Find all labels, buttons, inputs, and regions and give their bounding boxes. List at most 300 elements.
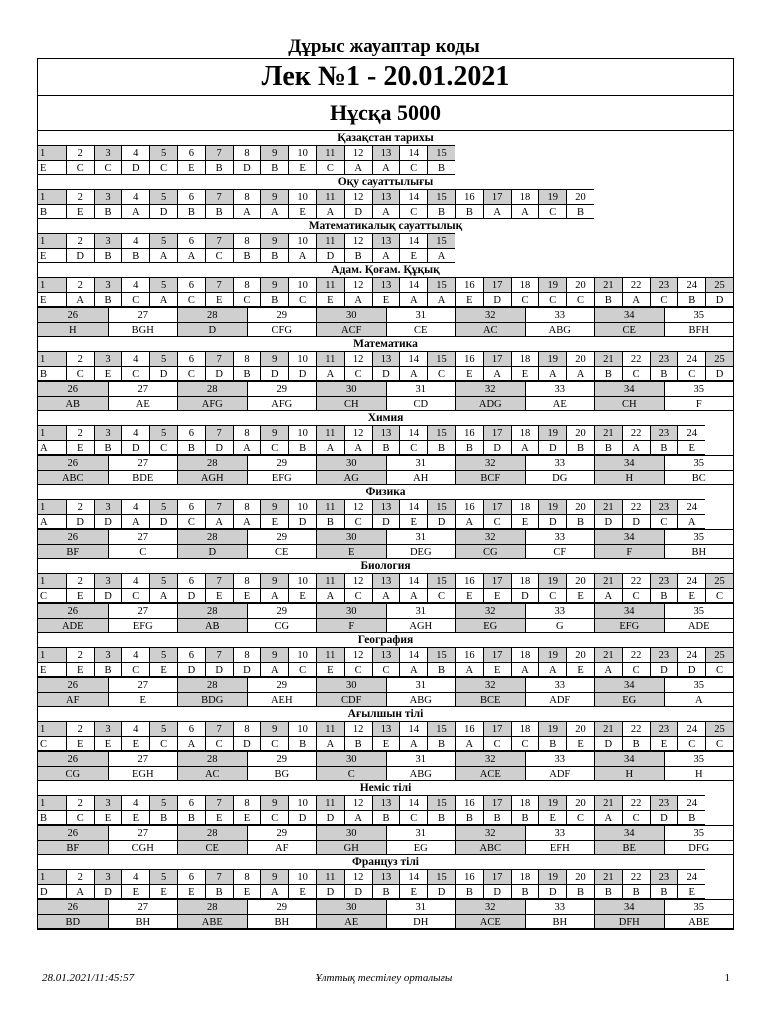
multi-question-number: 31 — [386, 307, 456, 322]
question-number: 22 — [622, 869, 650, 884]
subject-title: География — [357, 634, 414, 646]
answer-cell: E — [121, 884, 149, 899]
answer-cell: B — [427, 662, 455, 677]
answer-cell: C — [66, 810, 94, 825]
question-number: 5 — [149, 869, 177, 884]
multi-answer-cell: CE — [177, 840, 247, 855]
answer-cell: B — [260, 160, 288, 175]
multi-question-number: 28 — [177, 825, 247, 840]
question-number: 20 — [566, 647, 594, 662]
multi-question-number: 32 — [455, 381, 525, 396]
subject-title: Ағылшын тілі — [347, 708, 424, 720]
multi-question-number: 28 — [177, 307, 247, 322]
answer-cell: C — [121, 292, 149, 307]
multi-question-number: 31 — [386, 529, 456, 544]
answer-cell: B — [622, 884, 650, 899]
question-number: 17 — [483, 795, 511, 810]
question-number: 22 — [622, 647, 650, 662]
answer-cell: E — [38, 662, 66, 677]
multi-question-number: 28 — [177, 603, 247, 618]
answer-cell: C — [677, 366, 705, 381]
multi-question-number: 31 — [386, 677, 456, 692]
answer-cell: C — [372, 662, 400, 677]
answer-cell: B — [511, 810, 539, 825]
question-number: 8 — [233, 795, 261, 810]
question-number: 10 — [288, 277, 316, 292]
answer-cell: E — [66, 662, 94, 677]
multi-answer-cell: ABG — [525, 322, 595, 337]
answer-cell: B — [594, 292, 622, 307]
answer-cell: B — [427, 440, 455, 455]
question-number: 1 — [38, 425, 66, 440]
question-number: 18 — [511, 351, 539, 366]
answer-cell: D — [233, 662, 261, 677]
question-number: 10 — [288, 351, 316, 366]
question-number: 14 — [399, 647, 427, 662]
answer-cell: B — [566, 884, 594, 899]
answer-cell: E — [288, 884, 316, 899]
question-number: 13 — [372, 233, 400, 248]
multi-answer-cell: BDG — [177, 692, 247, 707]
answer-cell: C — [149, 160, 177, 175]
question-number: 2 — [66, 351, 94, 366]
question-number: 14 — [399, 425, 427, 440]
answer-cell: E — [205, 292, 233, 307]
answer-cell: A — [344, 292, 372, 307]
answer-cell: C — [622, 366, 650, 381]
question-number: 18 — [511, 869, 539, 884]
question-number: 6 — [177, 573, 205, 588]
multi-answer-cell: AGH — [386, 618, 456, 633]
subject-title: Математикалық сауаттылық — [308, 220, 463, 232]
answer-cell: B — [177, 810, 205, 825]
answer-cell: A — [316, 204, 344, 219]
question-number: 4 — [121, 189, 149, 204]
answer-cell: D — [316, 884, 344, 899]
answer-cell: E — [288, 160, 316, 175]
question-number: 16 — [455, 351, 483, 366]
multi-question-number: 29 — [247, 825, 317, 840]
multi-answer-cell: BE — [594, 840, 664, 855]
lecture-header: Лек №1 - 20.01.2021 — [38, 59, 733, 96]
multi-question-number: 33 — [525, 455, 595, 470]
answer-cell: A — [66, 292, 94, 307]
answer-cell: E — [149, 884, 177, 899]
multi-question-number: 30 — [316, 603, 386, 618]
answer-cell: D — [427, 884, 455, 899]
question-number: 8 — [233, 189, 261, 204]
question-number: 23 — [650, 351, 678, 366]
answer-cell: E — [66, 440, 94, 455]
answer-cell: A — [399, 292, 427, 307]
answer-cell: A — [372, 160, 400, 175]
question-number: 12 — [344, 145, 372, 160]
answer-cell: D — [288, 366, 316, 381]
question-number: 24 — [677, 869, 705, 884]
question-number: 14 — [399, 189, 427, 204]
question-number: 11 — [316, 277, 344, 292]
answer-cell: B — [177, 204, 205, 219]
question-number: 14 — [399, 869, 427, 884]
answer-cell: C — [316, 160, 344, 175]
answer-cell: D — [260, 366, 288, 381]
answer-cell: E — [177, 884, 205, 899]
question-number: 13 — [372, 351, 400, 366]
answer-cell: C — [344, 366, 372, 381]
answer-cell: E — [121, 736, 149, 751]
answer-cell: D — [38, 884, 66, 899]
question-number: 16 — [455, 573, 483, 588]
multi-question-number: 33 — [525, 603, 595, 618]
question-number: 11 — [316, 145, 344, 160]
answer-cell: E — [66, 736, 94, 751]
question-number: 7 — [205, 145, 233, 160]
multi-answer-cell: BH — [525, 914, 595, 929]
question-number: 17 — [483, 647, 511, 662]
multi-answer-cell: ABC — [455, 840, 525, 855]
multi-question-number: 30 — [316, 825, 386, 840]
multi-answer-cell: AC — [455, 322, 525, 337]
question-number: 8 — [233, 233, 261, 248]
question-number: 7 — [205, 721, 233, 736]
answer-cell: B — [427, 810, 455, 825]
answer-cell: A — [538, 662, 566, 677]
question-number: 17 — [483, 573, 511, 588]
question-number: 9 — [260, 647, 288, 662]
question-number: 7 — [205, 425, 233, 440]
answer-cell: C — [66, 366, 94, 381]
multi-answer-cell: AE — [525, 396, 595, 411]
sections-container — [38, 131, 733, 929]
question-number: 4 — [121, 869, 149, 884]
question-number: 15 — [427, 795, 455, 810]
multi-question-number: 28 — [177, 529, 247, 544]
answer-cell: E — [677, 440, 705, 455]
question-number: 18 — [511, 277, 539, 292]
page-title: Дұрыс жауаптар коды — [288, 36, 480, 57]
answer-row — [38, 160, 733, 175]
question-number: 3 — [94, 277, 122, 292]
answer-cell: B — [650, 440, 678, 455]
multi-question-number: 35 — [664, 529, 734, 544]
multi-question-number: 35 — [664, 751, 734, 766]
multi-answer-cell: EG — [455, 618, 525, 633]
question-number: 20 — [566, 351, 594, 366]
answer-cell: B — [650, 588, 678, 603]
multi-answer-cell: ABG — [386, 692, 456, 707]
answer-cell: B — [455, 204, 483, 219]
question-number: 24 — [677, 425, 705, 440]
answer-cell: E — [399, 248, 427, 263]
answer-cell: D — [427, 514, 455, 529]
answer-cell: B — [427, 160, 455, 175]
answer-cell: D — [205, 440, 233, 455]
multi-answer-cell: CF — [525, 544, 595, 559]
question-number: 10 — [288, 233, 316, 248]
answer-cell: D — [316, 810, 344, 825]
answer-cell: D — [622, 514, 650, 529]
question-number: 22 — [622, 721, 650, 736]
multi-answer-row — [38, 322, 733, 337]
answer-cell: B — [205, 204, 233, 219]
question-number: 13 — [372, 647, 400, 662]
answer-cell: E — [483, 588, 511, 603]
multi-answer-cell: BF — [38, 544, 108, 559]
question-number: 23 — [650, 795, 678, 810]
answer-cell: B — [316, 514, 344, 529]
answer-cell: B — [260, 248, 288, 263]
question-number: 19 — [538, 647, 566, 662]
question-number: 3 — [94, 795, 122, 810]
question-number: 1 — [38, 189, 66, 204]
answer-cell: A — [455, 662, 483, 677]
subject-section — [38, 175, 733, 219]
multi-question-number: 31 — [386, 603, 456, 618]
multi-answer-cell: H — [664, 766, 734, 781]
question-number: 9 — [260, 425, 288, 440]
multi-answer-cell: G — [525, 618, 595, 633]
question-number: 21 — [594, 573, 622, 588]
multi-question-number: 28 — [177, 455, 247, 470]
multi-question-number: 31 — [386, 381, 456, 396]
question-number-row — [38, 425, 733, 440]
question-number: 4 — [121, 277, 149, 292]
question-number: 10 — [288, 189, 316, 204]
question-number: 4 — [121, 647, 149, 662]
answer-cell: E — [205, 810, 233, 825]
answer-cell: A — [594, 662, 622, 677]
multi-answer-cell: EFH — [525, 840, 595, 855]
multi-answer-cell: AC — [177, 766, 247, 781]
answer-cell: B — [177, 440, 205, 455]
question-number: 22 — [622, 795, 650, 810]
question-number: 19 — [538, 795, 566, 810]
question-number: 8 — [233, 721, 261, 736]
question-number: 1 — [38, 145, 66, 160]
question-number: 3 — [94, 647, 122, 662]
multi-question-number: 26 — [38, 455, 108, 470]
question-number: 10 — [288, 869, 316, 884]
answer-cell: B — [344, 248, 372, 263]
multi-answer-cell: AG — [316, 470, 386, 485]
answer-cell: C — [511, 736, 539, 751]
question-number: 12 — [344, 869, 372, 884]
answer-cell: C — [177, 292, 205, 307]
answer-cell: D — [233, 736, 261, 751]
question-number: 24 — [677, 721, 705, 736]
answer-cell: E — [566, 662, 594, 677]
multi-question-number: 29 — [247, 751, 317, 766]
question-number: 17 — [483, 869, 511, 884]
question-number: 13 — [372, 795, 400, 810]
answer-cell: A — [344, 810, 372, 825]
answer-cell: C — [705, 588, 733, 603]
answer-cell: B — [38, 810, 66, 825]
multi-answer-cell: ACE — [455, 766, 525, 781]
question-number: 3 — [94, 189, 122, 204]
subject-title: Адам. Қоғам. Құқық — [331, 264, 440, 276]
answer-cell: E — [233, 588, 261, 603]
question-number: 13 — [372, 869, 400, 884]
answer-cell: B — [677, 810, 705, 825]
question-number: 5 — [149, 721, 177, 736]
multi-question-number: 27 — [108, 529, 178, 544]
answer-row — [38, 884, 733, 899]
question-number: 12 — [344, 189, 372, 204]
answer-cell: A — [399, 662, 427, 677]
answer-cell: D — [205, 366, 233, 381]
question-number: 20 — [566, 869, 594, 884]
answer-cell: A — [622, 292, 650, 307]
answer-cell: B — [427, 204, 455, 219]
question-number: 18 — [511, 189, 539, 204]
question-number: 1 — [38, 573, 66, 588]
answer-cell: A — [233, 440, 261, 455]
answer-cell: B — [233, 366, 261, 381]
answer-cell: C — [566, 292, 594, 307]
multi-question-number: 30 — [316, 307, 386, 322]
answer-cell: E — [566, 736, 594, 751]
question-number: 4 — [121, 499, 149, 514]
question-number: 15 — [427, 145, 455, 160]
multi-question-number: 29 — [247, 677, 317, 692]
answer-cell: C — [288, 662, 316, 677]
answer-cell: D — [66, 514, 94, 529]
multi-question-number: 32 — [455, 455, 525, 470]
answer-cell: D — [344, 884, 372, 899]
answer-cell: E — [372, 736, 400, 751]
answer-cell: A — [177, 248, 205, 263]
answer-cell: A — [594, 588, 622, 603]
multi-question-number: 26 — [38, 603, 108, 618]
question-number: 11 — [316, 647, 344, 662]
question-number: 14 — [399, 795, 427, 810]
multi-question-number: 34 — [594, 529, 664, 544]
answer-cell: C — [399, 810, 427, 825]
multi-question-number: 35 — [664, 307, 734, 322]
multi-question-number: 27 — [108, 455, 178, 470]
question-number: 21 — [594, 795, 622, 810]
question-number: 15 — [427, 721, 455, 736]
answer-cell: D — [316, 248, 344, 263]
answer-cell: B — [650, 366, 678, 381]
question-number: 4 — [121, 351, 149, 366]
answer-cell: A — [260, 588, 288, 603]
question-number: 15 — [427, 869, 455, 884]
answer-cell: C — [177, 366, 205, 381]
answer-cell: E — [650, 736, 678, 751]
answer-cell: A — [455, 514, 483, 529]
answer-cell: C — [399, 440, 427, 455]
answer-cell: B — [205, 160, 233, 175]
question-number: 12 — [344, 573, 372, 588]
answer-cell: B — [538, 736, 566, 751]
answer-cell: E — [233, 810, 261, 825]
answer-cell: B — [205, 884, 233, 899]
multi-question-number: 26 — [38, 825, 108, 840]
multi-question-number: 33 — [525, 529, 595, 544]
answer-cell: D — [66, 248, 94, 263]
multi-question-number-row — [38, 455, 733, 470]
question-number: 10 — [288, 647, 316, 662]
answer-cell: D — [650, 810, 678, 825]
answer-cell: B — [372, 884, 400, 899]
answer-cell: E — [288, 204, 316, 219]
subject-title: Физика — [365, 486, 406, 498]
answer-cell: C — [149, 440, 177, 455]
answer-cell: A — [483, 204, 511, 219]
subject-section — [38, 559, 733, 633]
subject-section — [38, 781, 733, 855]
question-number: 13 — [372, 425, 400, 440]
question-number: 13 — [372, 721, 400, 736]
question-number: 12 — [344, 647, 372, 662]
multi-answer-cell: ACE — [455, 914, 525, 929]
question-number: 21 — [594, 277, 622, 292]
multi-question-number: 30 — [316, 455, 386, 470]
multi-answer-cell: ABC — [38, 470, 108, 485]
question-number: 1 — [38, 795, 66, 810]
multi-question-number: 33 — [525, 751, 595, 766]
multi-answer-cell: BH — [247, 914, 317, 929]
question-number: 9 — [260, 573, 288, 588]
subject-section — [38, 855, 733, 929]
answer-cell: D — [538, 440, 566, 455]
question-number: 7 — [205, 189, 233, 204]
question-number: 5 — [149, 277, 177, 292]
question-number: 6 — [177, 499, 205, 514]
question-number: 13 — [372, 277, 400, 292]
answer-cell: E — [288, 588, 316, 603]
answer-cell: E — [511, 514, 539, 529]
multi-answer-cell: H — [38, 322, 108, 337]
answer-row — [38, 588, 733, 603]
answer-cell: D — [705, 366, 733, 381]
multi-answer-cell: D — [177, 322, 247, 337]
multi-question-number: 27 — [108, 677, 178, 692]
multi-question-number: 35 — [664, 603, 734, 618]
question-number: 15 — [427, 499, 455, 514]
subject-title: Биология — [360, 560, 411, 572]
question-number: 17 — [483, 189, 511, 204]
answer-cell: A — [399, 588, 427, 603]
question-number: 19 — [538, 425, 566, 440]
answer-cell: B — [483, 810, 511, 825]
subject-title: Математика — [353, 338, 418, 350]
multi-question-number: 32 — [455, 677, 525, 692]
question-number: 25 — [705, 573, 733, 588]
multi-question-number: 32 — [455, 603, 525, 618]
question-number: 20 — [566, 795, 594, 810]
multi-question-number: 26 — [38, 899, 108, 914]
answer-cell: C — [622, 588, 650, 603]
answer-cell: B — [372, 810, 400, 825]
multi-answer-cell: E — [316, 544, 386, 559]
question-number: 6 — [177, 277, 205, 292]
answer-cell: C — [288, 292, 316, 307]
answer-cell: C — [38, 588, 66, 603]
subject-title: Неміс тілі — [359, 782, 412, 794]
answer-cell: B — [622, 736, 650, 751]
answer-cell: C — [260, 440, 288, 455]
multi-question-number: 35 — [664, 825, 734, 840]
question-number: 12 — [344, 499, 372, 514]
multi-question-number: 28 — [177, 751, 247, 766]
answer-cell: B — [288, 440, 316, 455]
answer-cell: E — [121, 810, 149, 825]
answer-cell: E — [94, 366, 122, 381]
subject-section — [38, 263, 733, 337]
